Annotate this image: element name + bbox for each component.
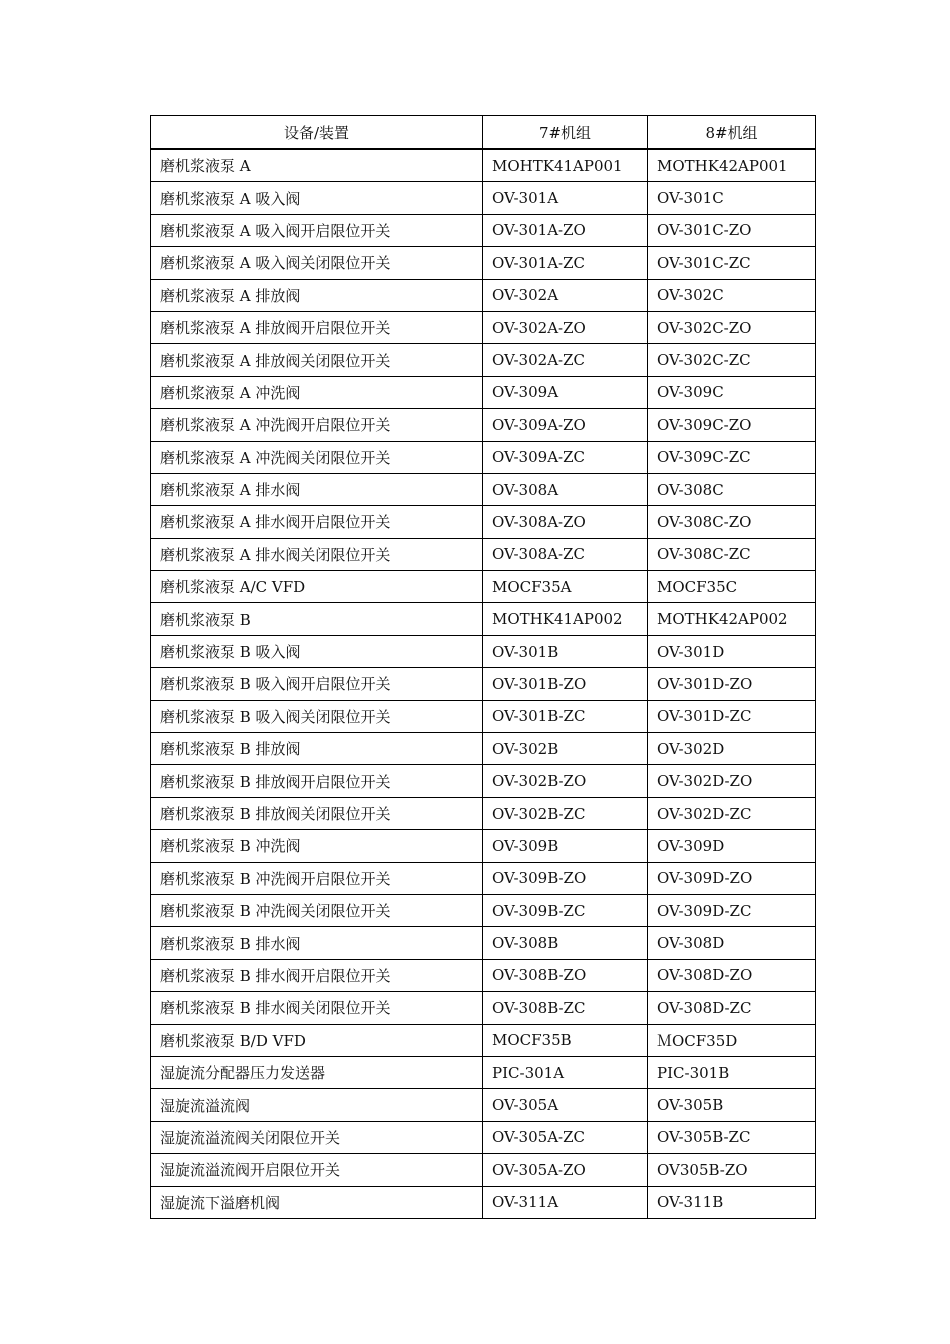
table-row <box>151 700 816 732</box>
table-row <box>151 149 816 182</box>
unit-8-tag-cell: ＭOCF35D <box>648 1024 816 1056</box>
device-cell: 磨机浆液泵 A 排放阀开启限位开关 <box>151 311 483 343</box>
header-unit-8: 8#机组 <box>648 116 816 150</box>
unit-8-tag-cell: OV-305B-ZC <box>648 1121 816 1153</box>
unit-8-tag-cell: OV-302C-ZC <box>648 344 816 376</box>
equipment-table <box>150 115 816 1219</box>
unit-8-tag-cell: OV-309C-ZO <box>648 409 816 441</box>
table-row <box>151 441 816 473</box>
table-row <box>151 862 816 894</box>
unit-8-tag-cell: OV305B-ZO <box>648 1154 816 1186</box>
table-row <box>151 927 816 959</box>
device-cell: 湿旋流溢流阀关闭限位开关 <box>151 1121 483 1153</box>
unit-7-tag-cell: OV-308A-ZO <box>483 506 648 538</box>
unit-8-tag-cell: MOTHK42AP001 <box>648 149 816 182</box>
unit-8-tag-cell: OV-301D <box>648 635 816 667</box>
unit-7-tag-cell: OV-305A-ZO <box>483 1154 648 1186</box>
device-cell: 磨机浆液泵 A 排放阀关闭限位开关 <box>151 344 483 376</box>
table-row <box>151 311 816 343</box>
unit-7-tag-cell: MOHTK41AP001 <box>483 149 648 182</box>
table-row <box>151 992 816 1024</box>
unit-8-tag-cell: OV-308D <box>648 927 816 959</box>
unit-7-tag-cell: OV-308B <box>483 927 648 959</box>
unit-7-tag-cell: OV-309A <box>483 376 648 408</box>
device-cell: 磨机浆液泵 B 冲洗阀关闭限位开关 <box>151 894 483 926</box>
unit-8-tag-cell: OV-308D-ZC <box>648 992 816 1024</box>
unit-8-tag-cell: OV-301D-ZO <box>648 668 816 700</box>
unit-8-tag-cell: MOCF35C <box>648 571 816 603</box>
unit-7-tag-cell: OV-308A <box>483 473 648 505</box>
unit-8-tag-cell: OV-302D-ZO <box>648 765 816 797</box>
unit-7-tag-cell: OV-309A-ZO <box>483 409 648 441</box>
device-cell: 磨机浆液泵 A 吸入阀关闭限位开关 <box>151 247 483 279</box>
table-body <box>151 149 816 1218</box>
unit-7-tag-cell: OV-311A <box>483 1186 648 1218</box>
device-cell: 磨机浆液泵 A 冲洗阀 <box>151 376 483 408</box>
table-row <box>151 733 816 765</box>
unit-8-tag-cell: OV-305B <box>648 1089 816 1121</box>
unit-8-tag-cell: OV-301C <box>648 182 816 214</box>
device-cell: 磨机浆液泵 A <box>151 149 483 182</box>
unit-7-tag-cell: PIC-301A <box>483 1056 648 1088</box>
device-cell: 磨机浆液泵 A 排放阀 <box>151 279 483 311</box>
unit-7-tag-cell: OV-302B <box>483 733 648 765</box>
device-cell: 湿旋流溢流阀 <box>151 1089 483 1121</box>
unit-7-tag-cell: OV-308A-ZC <box>483 538 648 570</box>
table-row <box>151 797 816 829</box>
table-row <box>151 603 816 635</box>
unit-8-tag-cell: OV-309D-ZC <box>648 894 816 926</box>
device-cell: 磨机浆液泵 A 冲洗阀开启限位开关 <box>151 409 483 441</box>
unit-8-tag-cell: MOTHK42AP002 <box>648 603 816 635</box>
table-row <box>151 1154 816 1186</box>
device-cell: 磨机浆液泵 A/C VFD <box>151 571 483 603</box>
unit-8-tag-cell: OV-301C-ZC <box>648 247 816 279</box>
unit-8-tag-cell: OV-309D-ZO <box>648 862 816 894</box>
unit-7-tag-cell: OV-309B <box>483 830 648 862</box>
unit-7-tag-cell: OV-301A <box>483 182 648 214</box>
device-cell: 磨机浆液泵 A 排水阀 <box>151 473 483 505</box>
unit-7-tag-cell: OV-301B-ZC <box>483 700 648 732</box>
device-cell: 磨机浆液泵 B <box>151 603 483 635</box>
table-header-row <box>151 116 816 150</box>
table-row <box>151 765 816 797</box>
table-row <box>151 1056 816 1088</box>
unit-7-tag-cell: OV-301B-ZO <box>483 668 648 700</box>
unit-7-tag-cell: MOCF35B <box>483 1024 648 1056</box>
unit-7-tag-cell: OV-305A <box>483 1089 648 1121</box>
unit-7-tag-cell: OV-308B-ZC <box>483 992 648 1024</box>
device-cell: 磨机浆液泵 B 排放阀开启限位开关 <box>151 765 483 797</box>
device-cell: 磨机浆液泵 A 排水阀开启限位开关 <box>151 506 483 538</box>
device-cell: 磨机浆液泵 B 冲洗阀开启限位开关 <box>151 862 483 894</box>
unit-8-tag-cell: OV-311B <box>648 1186 816 1218</box>
device-cell: 磨机浆液泵 B 排放阀关闭限位开关 <box>151 797 483 829</box>
unit-7-tag-cell: OV-301B <box>483 635 648 667</box>
unit-7-tag-cell: OV-309B-ZO <box>483 862 648 894</box>
device-cell: 湿旋流下溢磨机阀 <box>151 1186 483 1218</box>
table-row <box>151 376 816 408</box>
unit-7-tag-cell: OV-302A-ZC <box>483 344 648 376</box>
header-unit-7: 7#机组 <box>483 116 648 150</box>
table-row <box>151 182 816 214</box>
unit-7-tag-cell: OV-302A-ZO <box>483 311 648 343</box>
unit-7-tag-cell: OV-302B-ZO <box>483 765 648 797</box>
device-cell: 磨机浆液泵 B 排水阀关闭限位开关 <box>151 992 483 1024</box>
unit-8-tag-cell: OV-301D-ZC <box>648 700 816 732</box>
unit-8-tag-cell: OV-308C-ZO <box>648 506 816 538</box>
table-row <box>151 214 816 246</box>
device-cell: 磨机浆液泵 B 吸入阀关闭限位开关 <box>151 700 483 732</box>
table-row <box>151 473 816 505</box>
table-row <box>151 344 816 376</box>
unit-7-tag-cell: OV-301A-ZC <box>483 247 648 279</box>
table-row <box>151 538 816 570</box>
device-cell: 磨机浆液泵 B/D VFD <box>151 1024 483 1056</box>
unit-8-tag-cell: OV-309C-ZC <box>648 441 816 473</box>
table-row <box>151 1186 816 1218</box>
table-row <box>151 894 816 926</box>
device-cell: 磨机浆液泵 B 排放阀 <box>151 733 483 765</box>
unit-8-tag-cell: OV-308C-ZC <box>648 538 816 570</box>
device-cell: 磨机浆液泵 A 冲洗阀关闭限位开关 <box>151 441 483 473</box>
unit-7-tag-cell: OV-305A-ZC <box>483 1121 648 1153</box>
device-cell: 湿旋流溢流阀开启限位开关 <box>151 1154 483 1186</box>
unit-7-tag-cell: OV-301A-ZO <box>483 214 648 246</box>
unit-7-tag-cell: OV-308B-ZO <box>483 959 648 991</box>
unit-8-tag-cell: OV-302D <box>648 733 816 765</box>
device-cell: 磨机浆液泵 A 排水阀关闭限位开关 <box>151 538 483 570</box>
table-row <box>151 571 816 603</box>
table-row <box>151 247 816 279</box>
unit-8-tag-cell: OV-302D-ZC <box>648 797 816 829</box>
unit-8-tag-cell: OV-308C <box>648 473 816 505</box>
device-cell: 磨机浆液泵 B 吸入阀开启限位开关 <box>151 668 483 700</box>
unit-7-tag-cell: OV-302B-ZC <box>483 797 648 829</box>
table-row <box>151 506 816 538</box>
table-row <box>151 635 816 667</box>
table-row <box>151 1089 816 1121</box>
unit-8-tag-cell: PIC-301B <box>648 1056 816 1088</box>
unit-8-tag-cell: OV-302C-ZO <box>648 311 816 343</box>
unit-8-tag-cell: OV-309C <box>648 376 816 408</box>
device-cell: 磨机浆液泵 B 吸入阀 <box>151 635 483 667</box>
unit-7-tag-cell: MOCF35A <box>483 571 648 603</box>
table-row <box>151 668 816 700</box>
table-row <box>151 959 816 991</box>
device-cell: 磨机浆液泵 B 冲洗阀 <box>151 830 483 862</box>
unit-7-tag-cell: MOTHK41AP002 <box>483 603 648 635</box>
unit-8-tag-cell: OV-309D <box>648 830 816 862</box>
unit-7-tag-cell: OV-309A-ZC <box>483 441 648 473</box>
unit-8-tag-cell: OV-301C-ZO <box>648 214 816 246</box>
table-row <box>151 830 816 862</box>
unit-7-tag-cell: OV-309B-ZC <box>483 894 648 926</box>
device-cell: 湿旋流分配器压力发送器 <box>151 1056 483 1088</box>
device-cell: 磨机浆液泵 A 吸入阀 <box>151 182 483 214</box>
device-cell: 磨机浆液泵 B 排水阀开启限位开关 <box>151 959 483 991</box>
unit-8-tag-cell: OV-308D-ZO <box>648 959 816 991</box>
table-row <box>151 1024 816 1056</box>
table-row <box>151 1121 816 1153</box>
device-cell: 磨机浆液泵 A 吸入阀开启限位开关 <box>151 214 483 246</box>
header-device: 设备/装置 <box>151 116 483 150</box>
unit-7-tag-cell: OV-302A <box>483 279 648 311</box>
table-row <box>151 409 816 441</box>
device-cell: 磨机浆液泵 B 排水阀 <box>151 927 483 959</box>
unit-8-tag-cell: OV-302C <box>648 279 816 311</box>
table-row <box>151 279 816 311</box>
